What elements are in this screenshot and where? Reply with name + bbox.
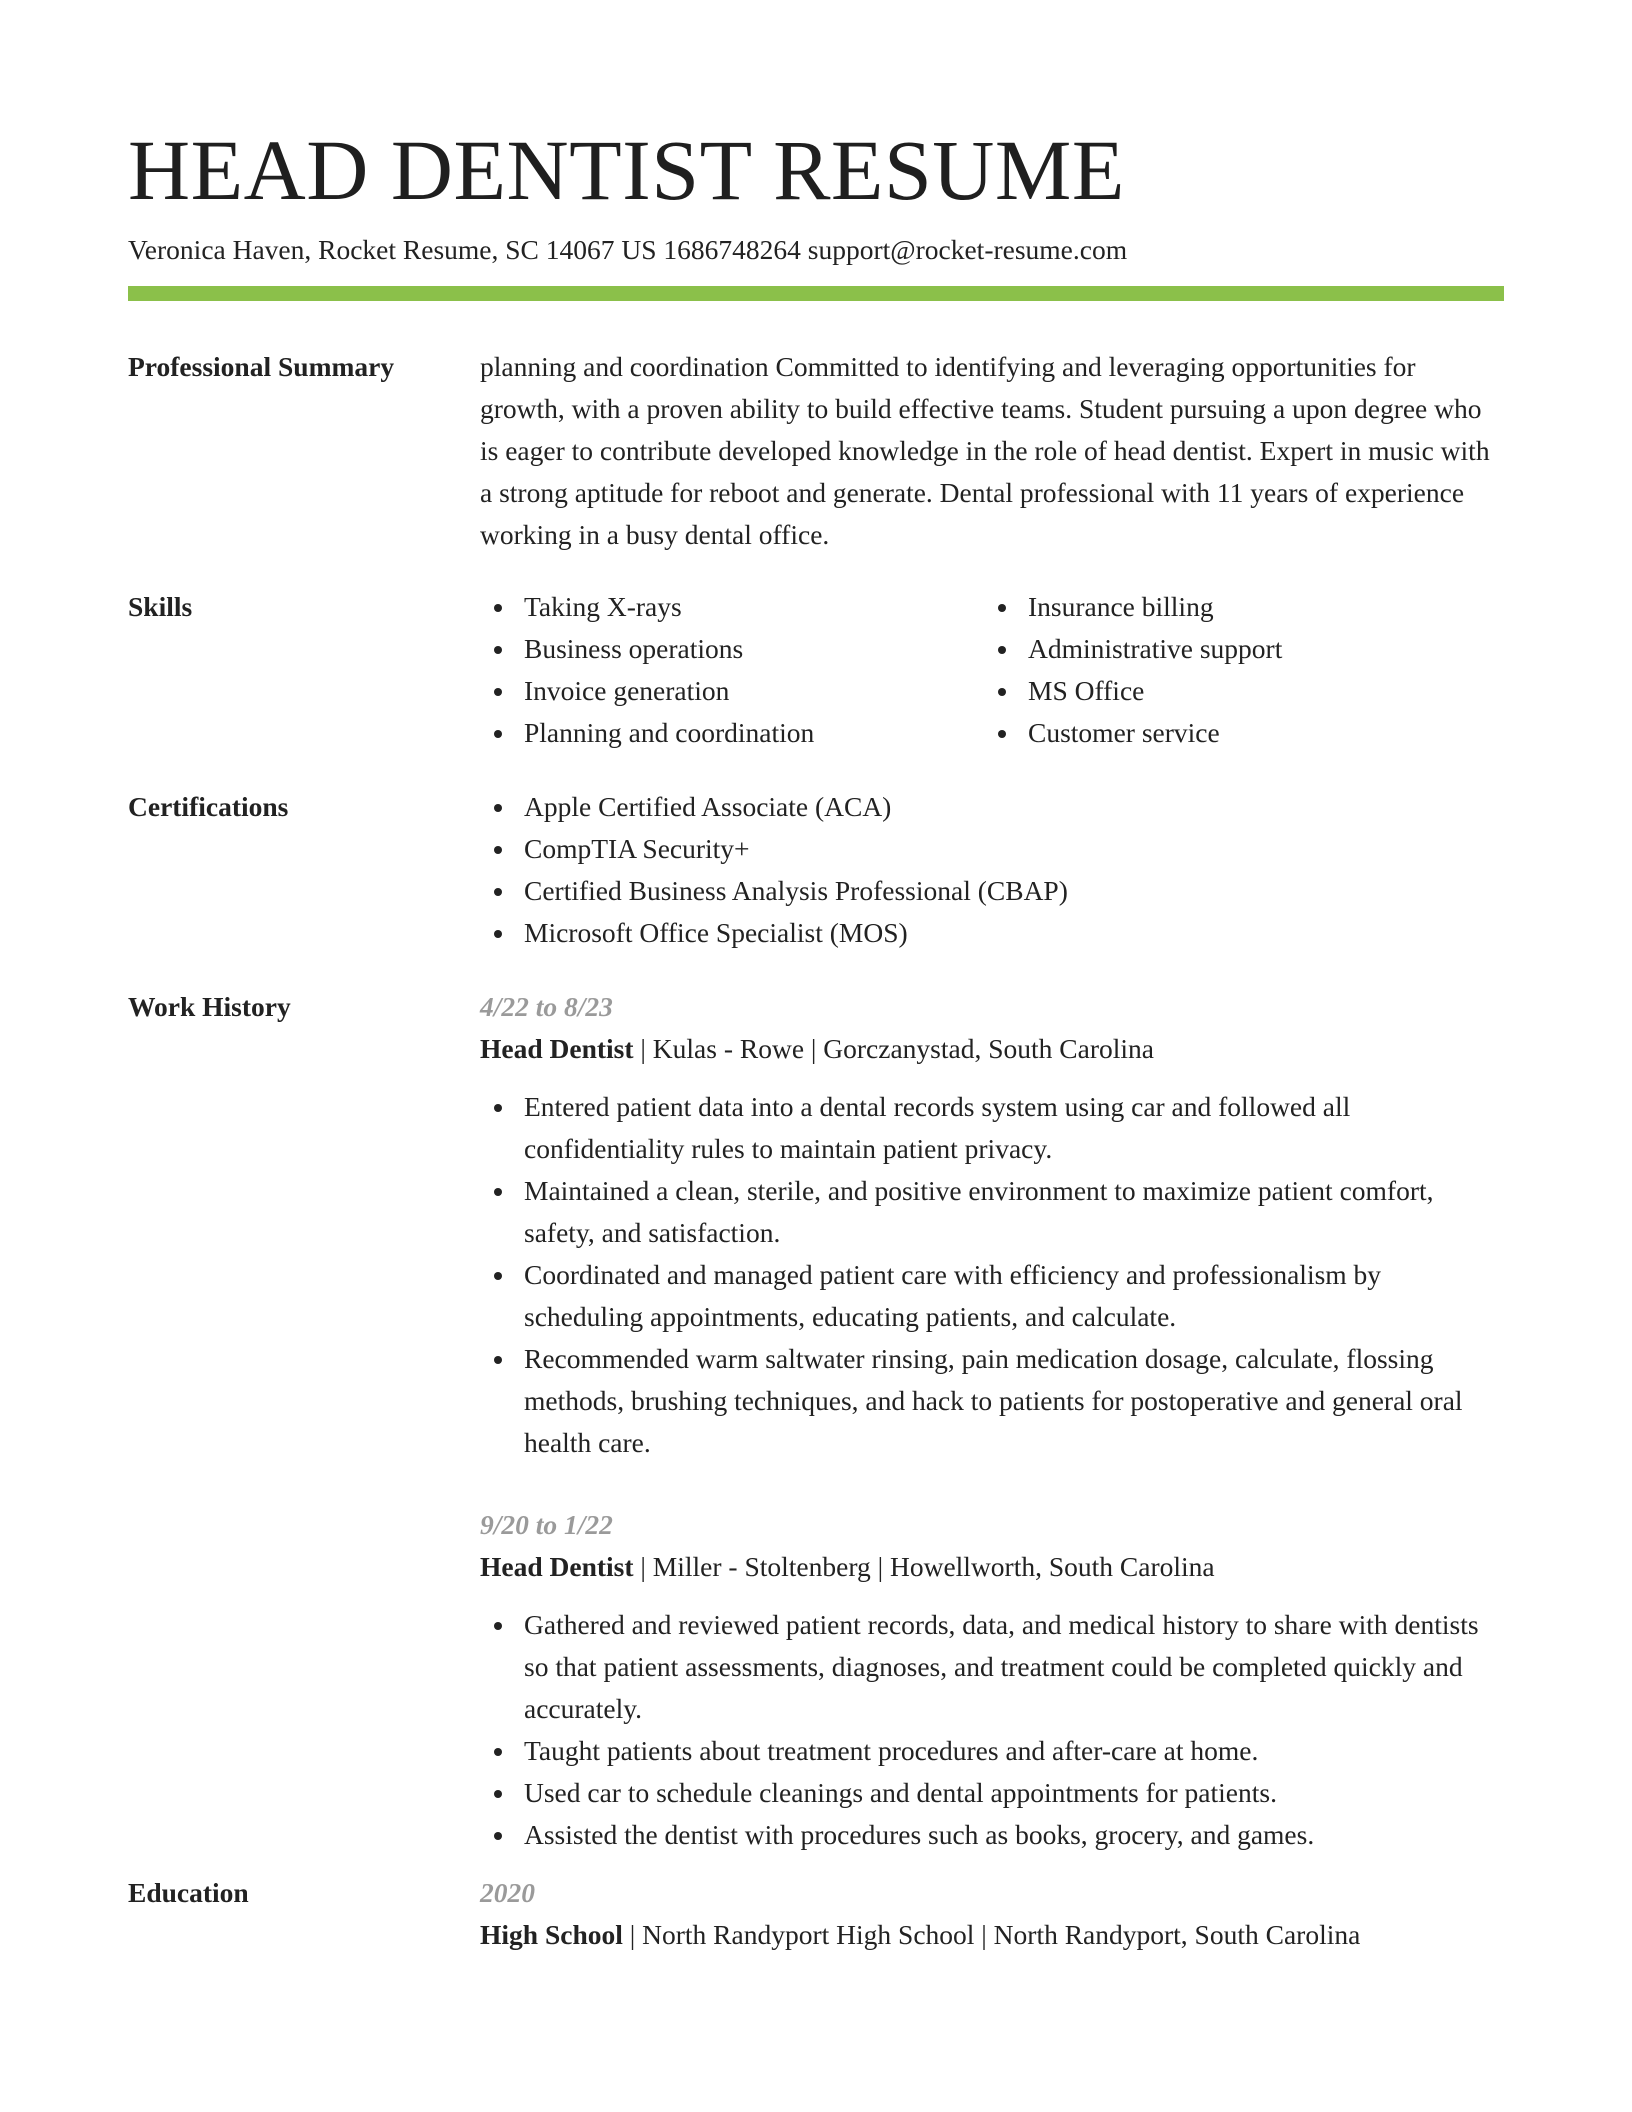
job-title: Head Dentist	[480, 1551, 634, 1582]
certification-item: Certified Business Analysis Professional (CBAP)	[524, 870, 1504, 912]
skills-heading: Skills	[128, 591, 193, 622]
skill-item: Planning and coordination	[524, 712, 984, 754]
job-entry	[480, 1504, 1504, 1856]
certification-item: Apple Certified Associate (ACA)	[524, 786, 1504, 828]
job-title: Head Dentist	[480, 1033, 634, 1064]
job-bullet: Gathered and reviewed patient records, data, and medical history to share with dentists so that patient assessments, diagnoses, and treatment could be completed quickly and accurately.	[524, 1604, 1504, 1730]
certification-item: Microsoft Office Specialist (MOS)	[524, 912, 1504, 954]
accent-divider	[128, 286, 1504, 301]
job-title-line	[480, 1546, 1504, 1588]
job-bullet-list	[480, 1604, 1504, 1856]
skills-body	[480, 586, 1504, 754]
job-bullet-list	[480, 1086, 1504, 1464]
education-heading: Education	[128, 1877, 249, 1908]
job-bullet: Recommended warm saltwater rinsing, pain medication dosage, calculate, flossing methods, brushing techniques, and hack to patients for postoperative and general oral health care.	[524, 1338, 1504, 1464]
job-entry	[480, 986, 1504, 1464]
resume-title: HEAD DENTIST RESUME	[128, 122, 1125, 218]
job-title-line	[480, 1028, 1504, 1070]
job-dates: 4/22 to 8/23	[480, 991, 613, 1022]
certifications-heading: Certifications	[128, 791, 289, 822]
education-line	[480, 1914, 1504, 1956]
education-degree: High School	[480, 1919, 623, 1950]
skill-item: Business operations	[524, 628, 984, 670]
summary-heading: Professional Summary	[128, 351, 395, 382]
job-bullet: Taught patients about treatment procedures and after-care at home.	[524, 1730, 1504, 1772]
work-history-body	[480, 986, 1504, 1856]
skill-item: Invoice generation	[524, 670, 984, 712]
skill-item: Insurance billing	[1028, 586, 1488, 628]
summary-body	[480, 346, 1504, 556]
work-history-heading: Work History	[128, 991, 291, 1022]
job-bullet: Used car to schedule cleanings and dental appointments for patients.	[524, 1772, 1504, 1814]
job-dates: 9/20 to 1/22	[480, 1509, 613, 1540]
job-bullet: Coordinated and managed patient care with efficiency and professionalism by scheduling appointments, educating patients, and calculate.	[524, 1254, 1504, 1338]
job-bullet: Maintained a clean, sterile, and positive environment to maximize patient comfort, safety, and satisfaction.	[524, 1170, 1504, 1254]
education-body	[480, 1872, 1504, 1956]
skills-column-left	[480, 586, 984, 754]
skill-item: Taking X-rays	[524, 586, 984, 628]
skill-item: Customer service	[1028, 712, 1488, 754]
education-school-location: | North Randyport High School | North Randyport, South Carolina	[622, 1919, 1361, 1950]
certification-item: CompTIA Security+	[524, 828, 1504, 870]
contact-line: Veronica Haven, Rocket Resume, SC 14067 US 1686748264 support@rocket-resume.com	[128, 234, 1128, 265]
skills-column-right	[984, 586, 1488, 754]
summary-text: planning and coordination Committed to identifying and leveraging opportunities for growth, with a proven ability to build effective teams. Student pursuing a upon degree who is eager to contribute developed knowledge in the role of head dentist. Expert in music with a strong aptitude for reboot and generate. Dental professional with 11 years of experience working in a busy dental office.	[480, 351, 1490, 550]
job-employer-location: | Miller - Stoltenberg | Howellworth, South Carolina	[633, 1551, 1215, 1582]
job-employer-location: | Kulas - Rowe | Gorczanystad, South Carolina	[633, 1033, 1154, 1064]
skill-item: Administrative support	[1028, 628, 1488, 670]
job-bullet: Assisted the dentist with procedures such as books, grocery, and games.	[524, 1814, 1504, 1856]
certifications-body	[480, 786, 1504, 954]
skill-item: MS Office	[1028, 670, 1488, 712]
job-bullet: Entered patient data into a dental records system using car and followed all confidentiality rules to maintain patient privacy.	[524, 1086, 1504, 1170]
education-year: 2020	[480, 1877, 535, 1908]
